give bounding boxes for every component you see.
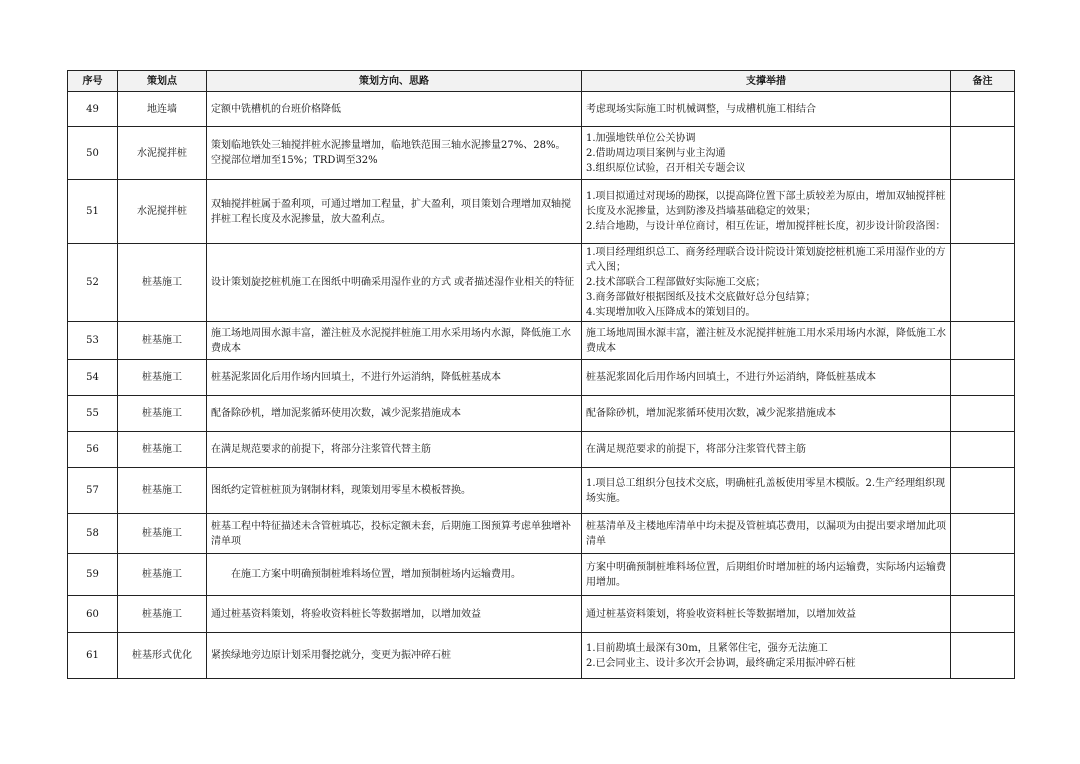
header-remarks: 备注 [951,71,1015,92]
measures-line: 在满足规范要求的前提下，将部分注浆管代替主筋 [586,444,806,455]
cell-point: 水泥搅拌桩 [118,127,207,180]
cell-measures [582,514,951,554]
cell-no: 54 [68,360,118,396]
cell-remarks [951,127,1015,180]
table-row [68,92,1015,127]
table-row [68,244,1015,322]
measures-line: 考虑现场实际施工时机械调整，与成槽机施工相结合 [586,103,816,115]
direction-line: 在满足规范要求的前提下，将部分注浆管代替主筋 [211,444,431,455]
table-row [68,514,1015,554]
cell-direction [207,92,582,127]
measures-line: 1.加强地铁单位公关协调 [586,132,696,144]
cell-direction [207,127,582,180]
direction-line: 策划临地铁处三轴搅拌桩水泥掺量增加，临地铁范围三轴水泥掺量27%、28%。 [211,140,566,151]
cell-no: 57 [68,468,118,514]
cell-no: 61 [68,633,118,679]
measures-line: 方案中明确预制桩堆料场位置，后期组价时增加桩的场内运输费，实际场内运输费用增加。 [586,561,946,588]
cell-direction [207,180,582,244]
cell-point: 桩基形式优化 [118,633,207,679]
measures-line: 2.已会同业主、设计多次开会协调，最终确定采用振冲碎石桩 [586,657,856,669]
measures-line: 配备除砂机，增加泥浆循环使用次数，减少泥浆措施成本 [586,408,836,419]
cell-remarks [951,322,1015,360]
cell-point: 桩基施工 [118,322,207,360]
cell-direction [207,396,582,432]
measures-line: 2.结合地勘，与设计单位商讨，相互佐证，增加搅拌桩长度，初步设计阶段洛图： [586,221,946,232]
cell-direction [207,468,582,514]
cell-remarks [951,432,1015,468]
cell-point: 桩基施工 [118,468,207,514]
measures-line: 4.实现增加收入压降成本的策划目的。 [586,307,756,318]
table-row [68,127,1015,180]
cell-measures [582,432,951,468]
cell-measures [582,180,951,244]
cell-point: 桩基施工 [118,514,207,554]
table-row [68,360,1015,396]
cell-measures [582,244,951,322]
direction-line: 配备除砂机，增加泥浆循环使用次数，减少泥浆措施成本 [211,408,461,419]
cell-measures [582,633,951,679]
measures-line: 1.项目总工组织分包技术交底，明确桩孔盖板使用零星木模版。2.生产经理组织现场实施。 [586,477,946,504]
cell-point: 桩基施工 [118,396,207,432]
cell-measures [582,596,951,633]
table-row [68,322,1015,360]
cell-remarks [951,180,1015,244]
cell-direction [207,633,582,679]
cell-direction [207,244,582,322]
direction-line: 图纸约定管桩桩顶为钢制材料，现策划用零星木模板替换。 [211,485,471,496]
cell-no: 53 [68,322,118,360]
header-row [68,71,1015,92]
cell-direction [207,322,582,360]
cell-direction [207,360,582,396]
direction-line: 桩基泥浆固化后用作场内回填土，不进行外运消纳，降低桩基成本 [211,372,501,383]
header-measures: 支撑举措 [582,71,951,92]
measures-line: 2.借助周边项目案例与业主沟通 [586,147,726,159]
header-point: 策划点 [118,71,207,92]
cell-no: 59 [68,554,118,596]
cell-remarks [951,244,1015,322]
cell-point: 桩基施工 [118,244,207,322]
cell-point: 桩基施工 [118,360,207,396]
cell-no: 60 [68,596,118,633]
table-row [68,596,1015,633]
cell-point: 桩基施工 [118,596,207,633]
measures-line: 3.组织原位试验，召开相关专题会议 [586,162,746,174]
cell-measures [582,322,951,360]
header-direction: 策划方向、思路 [207,71,582,92]
measures-line: 通过桩基资料策划，将验收资料桩长等数据增加，以增加效益 [586,608,856,620]
measures-line: 1.项目拟通过对现场的勘探，以提高降位置下部土质较差为原由，增加双轴搅拌桩长度及水泥掺量，达到防渗及挡墙基础稳定的效果； [586,191,946,217]
table-row [68,554,1015,596]
cell-no: 52 [68,244,118,322]
cell-remarks [951,396,1015,432]
table-row [68,396,1015,432]
direction-line: 双轴搅拌桩属于盈利项，可通过增加工程量，扩大盈利，项目策划合理增加双轴搅拌桩工程长度及水泥掺量，放大盈利点。 [211,198,571,225]
table-row [68,432,1015,468]
measures-line: 施工场地周围水源丰富，灌注桩及水泥搅拌桩施工用水采用场内水源，降低施工水费成本 [586,327,946,354]
measures-line: 桩基泥浆固化后用作场内回填土，不进行外运消纳，降低桩基成本 [586,372,876,383]
cell-no: 58 [68,514,118,554]
table-body [68,92,1015,679]
cell-direction [207,514,582,554]
direction-line: 空搅部位增加至15%；TRD调至32% [211,155,378,166]
table-row [68,633,1015,679]
cell-remarks [951,468,1015,514]
cell-point: 地连墙 [118,92,207,127]
direction-line: 设计策划旋挖桩机施工在图纸中明确采用湿作业的方式 或者描述湿作业相关的特征 [211,277,575,288]
direction-line: 紧挨绿地旁边原计划采用餐挖就分，变更为振冲碎石桩 [211,650,451,661]
cell-point: 水泥搅拌桩 [118,180,207,244]
measures-line: 3.商务部做好根据图纸及技术交底做好总分包结算； [586,292,816,303]
direction-line: 通过桩基资料策划，将验收资料桩长等数据增加，以增加效益 [211,608,481,620]
table-row [68,180,1015,244]
cell-measures [582,92,951,127]
cell-measures [582,396,951,432]
cell-remarks [951,554,1015,596]
cell-direction [207,432,582,468]
cell-no: 50 [68,127,118,180]
cell-direction [207,554,582,596]
direction-line: 定额中铣槽机的台班价格降低 [211,103,341,115]
direction-line: 施工场地周围水源丰富，灌注桩及水泥搅拌桩施工用水采用场内水源，降低施工水费成本 [211,327,571,354]
cell-measures [582,554,951,596]
cell-remarks [951,596,1015,633]
cell-no: 49 [68,92,118,127]
cell-remarks [951,633,1015,679]
cell-remarks [951,92,1015,127]
measures-line: 1.目前勘填土最深有30m，且紧邻住宅，强夯无法施工 [586,642,828,654]
planning-table [67,70,1015,679]
cell-measures [582,360,951,396]
direction-line: 桩基工程中特征描述未含管桩填芯，投标定额未套，后期施工图预算考虑单独增补清单项 [211,520,571,547]
cell-direction [207,596,582,633]
measures-line: 1.项目经理组织总工、商务经理联合设计院设计策划旋挖桩机施工采用湿作业的方式入图； [586,247,946,273]
cell-no: 55 [68,396,118,432]
header-no: 序号 [68,71,118,92]
cell-remarks [951,514,1015,554]
cell-no: 51 [68,180,118,244]
cell-no: 56 [68,432,118,468]
cell-measures [582,127,951,180]
measures-line: 桩基清单及主楼地库清单中均未提及管桩填芯费用，以漏项为由提出要求增加此项清单 [586,520,946,547]
measures-line: 2.技术部联合工程部做好实际施工交底； [586,277,766,288]
cell-point: 桩基施工 [118,554,207,596]
cell-point: 桩基施工 [118,432,207,468]
cell-measures [582,468,951,514]
table-row [68,468,1015,514]
direction-line: 在施工方案中明确预制桩堆料场位置，增加预制桩场内运输费用。 [231,569,521,580]
cell-remarks [951,360,1015,396]
